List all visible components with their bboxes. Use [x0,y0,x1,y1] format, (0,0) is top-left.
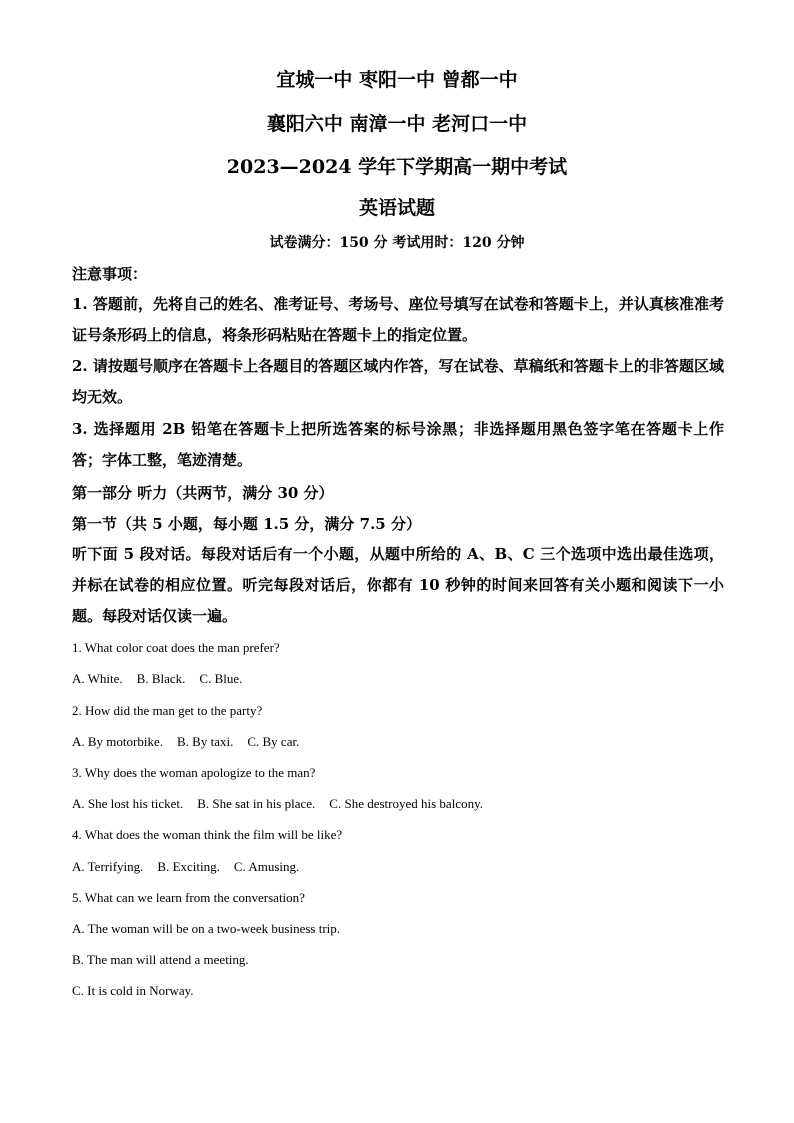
question-5-option-a[interactable]: A. The woman will be on a two-week business trip. [72,921,341,936]
option-a[interactable]: A. She lost his ticket. [72,796,184,811]
question-5-option-c[interactable]: C. It is cold in Norway. [72,983,194,998]
option-a[interactable]: A. Terrifying. [72,859,144,874]
question-3-stem: 3. Why does the woman apologize to the man? [72,765,316,780]
question-5-option-b[interactable]: B. The man will attend a meeting. [72,952,249,967]
question-2-options [72,733,722,751]
schools-line-2: 襄阳六中 南漳一中 老河口一中 [266,113,528,135]
option-b[interactable]: B. Black. [136,671,186,686]
option-b[interactable]: B. Exciting. [157,859,220,874]
notice-item-3: 3. 选择题用 2B 铅笔在答题卡上把所选答案的标号涂黑；非选择题用黑色签字笔在答题卡上作答；字体工整，笔迹清楚。 [72,420,724,469]
option-a[interactable]: A. By motorbike. [72,734,163,749]
question-3-options [72,795,722,813]
exam-title: 2023—2024 学年下学期高一期中考试 [226,156,568,178]
exam-info: 试卷满分：150 分 考试用时：120 分钟 [269,235,525,251]
notice-item-1: 1. 答题前，先将自己的姓名、准考证号、考场号、座位号填写在试卷和答题卡上，并认真核准准考证号条形码上的信息，将条形码粘贴在答题卡上的指定位置。 [72,295,724,344]
option-b[interactable]: B. By taxi. [177,734,234,749]
question-1-stem: 1. What color coat does the man prefer? [72,640,280,655]
section1-heading: 第一节（共 5 小题，每小题 1.5 分，满分 7.5 分） [72,515,421,533]
schools-line-1: 宜城一中 枣阳一中 曾都一中 [276,69,518,91]
question-1-options [72,670,722,688]
option-a[interactable]: A. White. [72,671,123,686]
question-2-stem: 2. How did the man get to the party? [72,703,263,718]
notice-item-2: 2. 请按题号顺序在答题卡上各题目的答题区域内作答，写在试卷、草稿纸和答题卡上的非答题区域均无效。 [72,357,724,406]
part1-heading: 第一部分 听力（共两节，满分 30 分） [72,484,334,502]
question-4-stem: 4. What does the woman think the film will be like? [72,827,343,842]
question-4-options [72,858,722,876]
question-5-stem: 5. What can we learn from the conversation? [72,890,305,905]
listening-instructions: 听下面 5 段对话。每段对话后有一个小题，从题中所给的 A、B、C 三个选项中选出最佳选项，并标在试卷的相应位置。听完每段对话后，你都有 10 秒钟的时间来回答有关小题和阅读下一小题。每段对话仅读一遍。 [72,545,724,625]
subject-title: 英语试题 [358,197,435,219]
option-c[interactable]: C. She destroyed his balcony. [329,796,483,811]
option-b[interactable]: B. She sat in his place. [197,796,316,811]
notice-heading: 注意事项： [72,265,148,283]
option-c[interactable]: C. Blue. [199,671,243,686]
option-c[interactable]: C. Amusing. [233,859,300,874]
option-c[interactable]: C. By car. [247,734,300,749]
